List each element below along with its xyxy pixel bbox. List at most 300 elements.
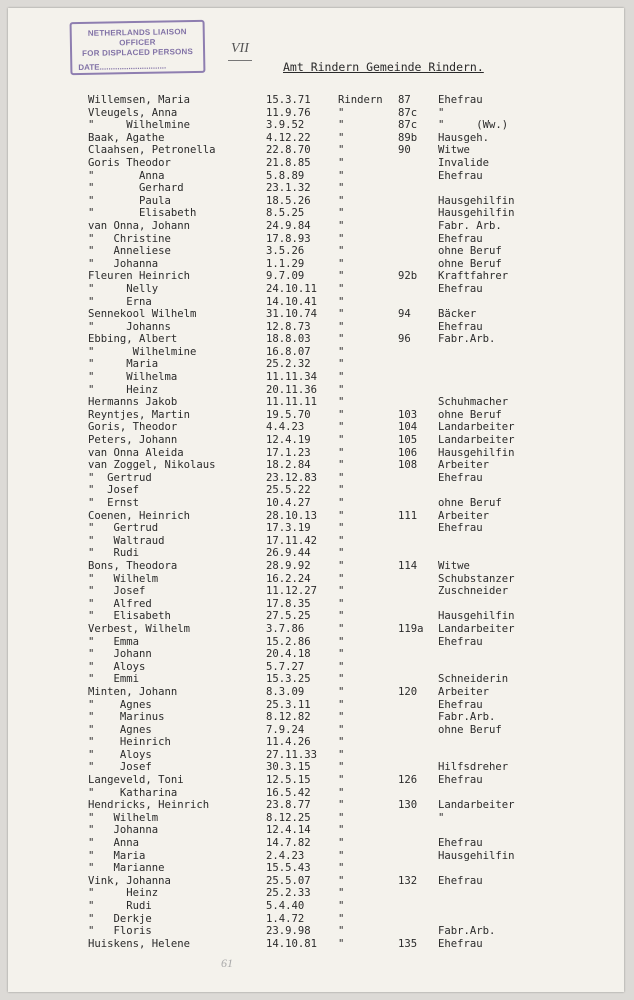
birth-date: 30.3.15 [266, 761, 311, 774]
house-number: 94 [398, 308, 411, 321]
birth-date: 7.9.24 [266, 723, 305, 736]
occupation: Ehefrau [438, 635, 483, 648]
birth-place: " [338, 925, 345, 938]
occupation: Ehefrau [438, 522, 483, 535]
occupation: Landarbeiter [438, 421, 515, 434]
birth-date: 2.4.23 [266, 849, 305, 862]
occupation: Ehefrau [438, 837, 483, 850]
register-row [8, 560, 624, 573]
birth-date: 27.5.25 [266, 610, 311, 623]
birth-date: 16.5.42 [266, 786, 311, 799]
person-name: van Onna, Johann [88, 219, 191, 232]
register-row [8, 472, 624, 485]
register-row [8, 384, 624, 397]
house-number: 89b [398, 131, 418, 144]
birth-date: 22.8.70 [266, 144, 311, 157]
register-list [8, 94, 624, 950]
birth-place: " [338, 698, 345, 711]
birth-date: 3.7.86 [266, 622, 305, 635]
birth-date: 23.1.32 [266, 182, 311, 195]
person-name: " Emmi [88, 673, 140, 686]
person-name: " Heinz [88, 887, 159, 900]
birth-place: " [338, 308, 345, 321]
register-row [8, 94, 624, 107]
house-number: 106 [398, 446, 418, 459]
house-number: 87c [398, 119, 418, 132]
birth-place: " [338, 824, 345, 837]
birth-date: 17.1.23 [266, 446, 311, 459]
birth-place: " [338, 282, 345, 295]
birth-date: 25.3.11 [266, 698, 311, 711]
register-row [8, 321, 624, 334]
register-row [8, 434, 624, 447]
birth-place: " [338, 585, 345, 598]
birth-date: 24.10.11 [266, 282, 318, 295]
birth-place: " [338, 723, 345, 736]
person-name: " Gerhard [88, 182, 184, 195]
register-row [8, 913, 624, 926]
register-row [8, 598, 624, 611]
register-row [8, 421, 624, 434]
occupation: ohne Beruf [438, 723, 502, 736]
page-title: Amt Rindern Gemeinde Rindern. [283, 60, 484, 74]
person-name: " Johanna [88, 824, 159, 837]
birth-date: 8.3.09 [266, 685, 305, 698]
birth-date: 14.10.81 [266, 937, 318, 950]
birth-place: " [338, 635, 345, 648]
occupation: Bäcker [438, 308, 477, 321]
birth-date: 17.8.93 [266, 232, 311, 245]
register-row [8, 182, 624, 195]
birth-place: " [338, 761, 345, 774]
person-name: " Anneliese [88, 245, 171, 258]
register-row [8, 371, 624, 384]
occupation: Landarbeiter [438, 622, 515, 635]
occupation: Fabr.Arb. [438, 711, 496, 724]
person-name: Ebbing, Albert [88, 333, 178, 346]
person-name: Minten, Johann [88, 685, 178, 698]
birth-date: 10.4.27 [266, 497, 311, 509]
occupation: Witwe [438, 559, 470, 572]
register-row [8, 887, 624, 900]
house-number: 87 [398, 94, 411, 106]
house-number: 90 [398, 144, 411, 157]
house-number: 104 [398, 421, 418, 434]
occupation: ohne Beruf [438, 257, 502, 270]
occupation: Schuhmacher [438, 396, 509, 409]
birth-place: " [338, 912, 345, 925]
birth-date: 5.7.27 [266, 660, 305, 673]
register-row [8, 107, 624, 120]
person-name: " Wilhelm [88, 811, 159, 824]
occupation: Hausgehilfin [438, 194, 515, 207]
birth-place: " [338, 534, 345, 547]
house-number: 132 [398, 874, 418, 887]
birth-place: " [338, 849, 345, 862]
person-name: " Elisabeth [88, 207, 197, 220]
register-row [8, 711, 624, 724]
birth-date: 24.9.84 [266, 219, 311, 232]
birth-date: 23.8.77 [266, 799, 311, 812]
birth-date: 25.5.07 [266, 874, 311, 887]
register-row [8, 938, 624, 951]
page-footer-mark: 61 [221, 956, 233, 970]
house-number: 105 [398, 434, 418, 447]
occupation: Ehefrau [438, 698, 483, 711]
birth-date: 9.7.09 [266, 270, 305, 283]
register-row [8, 610, 624, 623]
occupation: Ehefrau [438, 774, 483, 787]
birth-place: " [338, 610, 345, 623]
register-row [8, 207, 624, 220]
birth-place: " [338, 434, 345, 447]
person-name: Fleuren Heinrich [88, 270, 191, 283]
birth-date: 27.11.33 [266, 748, 318, 761]
register-row [8, 270, 624, 283]
birth-date: 20.4.18 [266, 648, 311, 661]
person-name: " Heinz [88, 383, 159, 396]
register-row [8, 333, 624, 346]
occupation: Hausgehilfin [438, 207, 515, 220]
occupation: Ehefrau [438, 320, 483, 333]
house-number: 135 [398, 937, 418, 950]
occupation: Schneiderin [438, 673, 509, 686]
register-row [8, 837, 624, 850]
occupation: Schubstanzer [438, 572, 515, 585]
person-name: " Johann [88, 648, 152, 661]
person-name: Goris Theodor [88, 156, 171, 169]
register-row [8, 308, 624, 321]
occupation: Ehefrau [438, 937, 483, 950]
occupation: Arbeiter [438, 459, 490, 472]
person-name: van Zoggel, Nikolaus [88, 459, 216, 472]
person-name: Verbest, Wilhelm [88, 622, 191, 635]
register-row [8, 144, 624, 157]
occupation: Zuschneider [438, 585, 509, 598]
birth-date: 15.5.43 [266, 862, 311, 875]
birth-place: " [338, 547, 345, 560]
person-name: " Johanns [88, 320, 171, 333]
person-name: Huiskens, Helene [88, 937, 191, 950]
birth-date: 17.8.35 [266, 597, 311, 610]
register-row [8, 220, 624, 233]
birth-date: 14.7.82 [266, 837, 311, 850]
occupation: Ehefrau [438, 232, 483, 245]
birth-date: 1.1.29 [266, 257, 305, 270]
person-name: " Josef [88, 484, 140, 497]
register-row [8, 699, 624, 712]
register-row [8, 497, 624, 510]
person-name: " Nelly [88, 282, 159, 295]
occupation: " [438, 106, 445, 119]
register-row [8, 787, 624, 800]
person-name: " Rudi [88, 900, 152, 912]
person-name: Bons, Theodora [88, 559, 178, 572]
person-name: " Josef [88, 585, 146, 598]
birth-place: " [338, 736, 345, 749]
birth-place: " [338, 106, 345, 119]
register-row [8, 346, 624, 359]
occupation: Hausgehilfin [438, 610, 515, 623]
birth-place: " [338, 270, 345, 283]
person-name: " Aloys [88, 748, 152, 761]
birth-place: " [338, 396, 345, 409]
birth-date: 16.2.24 [266, 572, 311, 585]
birth-date: 5.4.40 [266, 900, 305, 912]
occupation: Witwe [438, 144, 470, 157]
birth-place: " [338, 887, 345, 900]
register-row [8, 661, 624, 674]
birth-date: 5.8.89 [266, 169, 305, 182]
register-row [8, 522, 624, 535]
birth-place: " [338, 320, 345, 333]
birth-place: " [338, 169, 345, 182]
person-name: " Josef [88, 761, 152, 774]
birth-place: " [338, 811, 345, 824]
birth-place: " [338, 131, 345, 144]
birth-place: " [338, 295, 345, 308]
register-row [8, 900, 624, 913]
person-name: " Erna [88, 295, 152, 308]
person-name: Baak, Agathe [88, 131, 165, 144]
stamp-line-1: NETHERLANDS LIAISON OFFICER [87, 27, 187, 48]
house-number: 92b [398, 270, 418, 283]
birth-place: " [338, 245, 345, 258]
register-row [8, 283, 624, 296]
person-name: " Agnes [88, 723, 152, 736]
birth-place: " [338, 144, 345, 157]
birth-date: 20.11.36 [266, 383, 318, 396]
person-name: " Heinrich [88, 736, 171, 749]
birth-date: 28.9.92 [266, 559, 311, 572]
birth-place: " [338, 408, 345, 421]
person-name: " Gertrud [88, 471, 152, 484]
birth-place: " [338, 219, 345, 232]
birth-place: " [338, 383, 345, 396]
occupation: Ehefrau [438, 94, 483, 106]
birth-date: 19.5.70 [266, 408, 311, 421]
occupation: ohne Beruf [438, 408, 502, 421]
birth-date: 17.11.42 [266, 534, 318, 547]
birth-date: 18.8.03 [266, 333, 311, 346]
birth-date: 8.5.25 [266, 207, 305, 220]
birth-place: " [338, 711, 345, 724]
house-number: 130 [398, 799, 418, 812]
person-name: Willemsen, Maria [88, 94, 191, 106]
person-name: " Floris [88, 925, 152, 938]
house-number: 126 [398, 774, 418, 787]
birth-place: " [338, 874, 345, 887]
stamp-line-3: DATE.............................. [78, 61, 167, 73]
person-name: " Wilhelm [88, 572, 159, 585]
person-name: " Agnes [88, 698, 152, 711]
birth-date: 15.2.86 [266, 635, 311, 648]
person-name: " Elisabeth [88, 610, 171, 623]
birth-place: " [338, 471, 345, 484]
register-row [8, 573, 624, 586]
register-row [8, 623, 624, 636]
person-name: " Anna [88, 837, 140, 850]
stamp-line-2: FOR DISPLACED PERSONS [82, 47, 194, 58]
person-name: " Derkje [88, 912, 152, 925]
occupation: ohne Beruf [438, 245, 502, 258]
register-row [8, 824, 624, 837]
register-row [8, 761, 624, 774]
register-row [8, 850, 624, 863]
birth-date: 31.10.74 [266, 308, 318, 321]
birth-place: " [338, 459, 345, 472]
birth-date: 12.4.19 [266, 434, 311, 447]
person-name: " Wilhelma [88, 371, 178, 384]
person-name: " Christine [88, 232, 171, 245]
birth-place: " [338, 497, 345, 509]
person-name: " Gertrud [88, 522, 159, 535]
register-row [8, 258, 624, 271]
register-row [8, 535, 624, 548]
register-row [8, 484, 624, 497]
birth-place: " [338, 648, 345, 661]
birth-place: " [338, 660, 345, 673]
liaison-officer-stamp [70, 20, 206, 75]
house-number: 87c [398, 106, 418, 119]
birth-date: 11.11.11 [266, 396, 318, 409]
occupation: Invalide [438, 156, 490, 169]
birth-date: 17.3.19 [266, 522, 311, 535]
birth-date: 18.5.26 [266, 194, 311, 207]
document-page [8, 8, 624, 992]
house-number: 119a [398, 622, 424, 635]
birth-place: " [338, 622, 345, 635]
birth-date: 25.5.22 [266, 484, 311, 497]
birth-place: " [338, 156, 345, 169]
birth-place: " [338, 673, 345, 686]
birth-date: 25.2.33 [266, 887, 311, 900]
birth-place: " [338, 748, 345, 761]
birth-place: " [338, 786, 345, 799]
birth-date: 4.4.23 [266, 421, 305, 434]
person-name: van Onna Aleida [88, 446, 184, 459]
birth-place: " [338, 345, 345, 358]
birth-place: " [338, 257, 345, 270]
birth-date: 23.12.83 [266, 471, 318, 484]
person-name: Reyntjes, Martin [88, 408, 191, 421]
birth-date: 12.8.73 [266, 320, 311, 333]
birth-date: 8.12.82 [266, 711, 311, 724]
register-row [8, 686, 624, 699]
birth-place: " [338, 371, 345, 384]
birth-place: " [338, 182, 345, 195]
register-row [8, 170, 624, 183]
birth-place: " [338, 509, 345, 522]
birth-date: 28.10.13 [266, 509, 318, 522]
person-name: Claahsen, Petronella [88, 144, 216, 157]
roman-underline [228, 60, 252, 61]
occupation: Kraftfahrer [438, 270, 509, 283]
register-row [8, 925, 624, 938]
occupation: Ehefrau [438, 471, 483, 484]
house-number: 108 [398, 459, 418, 472]
occupation: Hilfsdreher [438, 761, 509, 774]
register-row [8, 510, 624, 523]
register-row [8, 459, 624, 472]
birth-date: 11.4.26 [266, 736, 311, 749]
person-name: " Anna [88, 169, 165, 182]
occupation: Ehefrau [438, 282, 483, 295]
register-row [8, 799, 624, 812]
occupation: Ehefrau [438, 169, 483, 182]
birth-place: Rindern [338, 94, 383, 106]
person-name: " Waltraud [88, 534, 165, 547]
birth-place: " [338, 119, 345, 132]
register-row [8, 648, 624, 661]
register-row [8, 812, 624, 825]
register-row [8, 862, 624, 875]
register-row [8, 233, 624, 246]
occupation: Fabr.Arb. [438, 333, 496, 346]
birth-place: " [338, 194, 345, 207]
birth-place: " [338, 446, 345, 459]
register-row [8, 585, 624, 598]
birth-date: 3.9.52 [266, 119, 305, 132]
birth-date: 18.2.84 [266, 459, 311, 472]
house-number: 114 [398, 559, 418, 572]
birth-place: " [338, 937, 345, 950]
person-name: Vleugels, Anna [88, 106, 178, 119]
person-name: " Johanna [88, 257, 159, 270]
register-row [8, 296, 624, 309]
register-row [8, 724, 624, 737]
register-row [8, 547, 624, 560]
birth-date: 15.3.25 [266, 673, 311, 686]
house-number: 120 [398, 685, 418, 698]
birth-date: 4.12.22 [266, 131, 311, 144]
page-roman-numeral: VII [231, 41, 249, 56]
register-row [8, 157, 624, 170]
register-row [8, 736, 624, 749]
register-row [8, 119, 624, 132]
birth-date: 1.4.72 [266, 912, 305, 925]
register-row [8, 409, 624, 422]
person-name: " Rudi [88, 547, 140, 560]
birth-place: " [338, 799, 345, 812]
register-row [8, 749, 624, 762]
birth-place: " [338, 774, 345, 787]
birth-date: 15.3.71 [266, 94, 311, 106]
birth-date: 25.2.32 [266, 358, 311, 371]
occupation: Hausgehilfin [438, 446, 515, 459]
person-name: " Katharina [88, 786, 178, 799]
person-name: " Marinus [88, 711, 165, 724]
register-row [8, 396, 624, 409]
person-name: " Wilhelmine [88, 345, 197, 358]
birth-place: " [338, 837, 345, 850]
birth-date: 12.5.15 [266, 774, 311, 787]
person-name: " Ernst [88, 497, 140, 509]
person-name: Langeveld, Toni [88, 774, 184, 787]
person-name: " Marianne [88, 862, 165, 875]
person-name: " Emma [88, 635, 140, 648]
birth-place: " [338, 421, 345, 434]
birth-place: " [338, 333, 345, 346]
register-row [8, 875, 624, 888]
birth-place: " [338, 559, 345, 572]
person-name: Vink, Johanna [88, 874, 171, 887]
register-row [8, 245, 624, 258]
person-name: " Aloys [88, 660, 146, 673]
occupation: Fabr.Arb. [438, 925, 496, 938]
person-name: Hendricks, Heinrich [88, 799, 210, 812]
birth-date: 11.12.27 [266, 585, 318, 598]
